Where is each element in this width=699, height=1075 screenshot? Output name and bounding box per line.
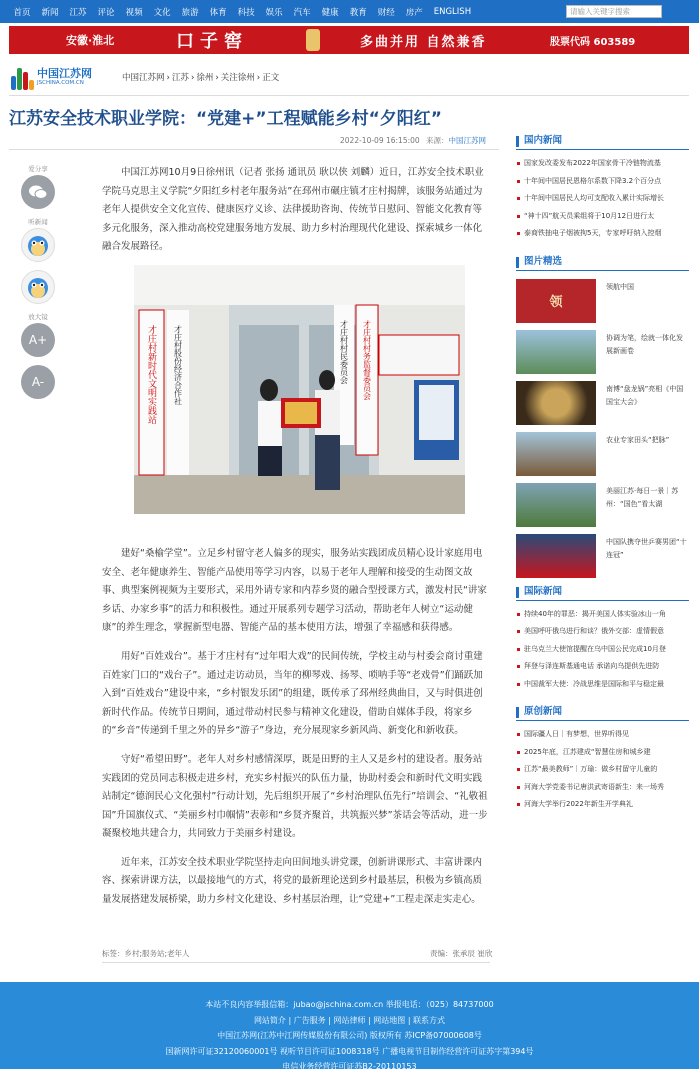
domestic-news-heading[interactable]: 国内新闻	[516, 134, 689, 150]
zoom-label: 放大镜	[28, 313, 48, 321]
photo-thumbnail: 领	[516, 279, 596, 323]
original-news-heading[interactable]: 原创新闻	[516, 705, 689, 721]
photo-pick-item[interactable]	[516, 483, 689, 527]
photo-thumbnail	[516, 381, 596, 425]
nav-item-jiangsu[interactable]: 江苏	[69, 7, 87, 18]
article-tags: 标签：乡村;服务站;老年人	[102, 949, 190, 958]
photo-picks-list	[516, 279, 689, 578]
news-link[interactable]: 国家发改委发布2022年国家骨干冷链物流基	[516, 155, 689, 173]
site-logo[interactable]	[11, 62, 105, 92]
ad-banner[interactable]	[9, 26, 689, 54]
photo-caption: 美丽江苏·每日一景｜苏州：“国色”看太湖	[606, 486, 679, 508]
photo-caption: 农业专家田头“把脉”	[606, 435, 670, 444]
photo-picks-heading[interactable]: 图片精选	[516, 255, 689, 271]
news-link[interactable]: 2025年底，江苏建成“智慧住房和城乡建	[516, 744, 689, 762]
news-link[interactable]: 十年间中国居民人均可支配收入累计实际增长	[516, 190, 689, 208]
original-news-list	[516, 726, 689, 814]
footer-report: 本站不良内容举报信箱：jubao@jschina.com.cn 举报电话：（025）84737000	[205, 1000, 494, 1009]
photo-caption: 协调为笔，绘就一体化发展新画卷	[606, 333, 683, 355]
breadcrumb-xuzhou[interactable]: 徐州	[196, 73, 214, 83]
news-link[interactable]: 驻乌克兰大使馆提醒在乌中国公民完成10月登	[516, 641, 689, 659]
breadcrumb: 中国江苏网 › 江苏 › 徐州 › 关注徐州 › 正文	[122, 73, 280, 83]
nav-item-auto[interactable]: 汽车	[293, 7, 311, 18]
listen-label: 听新闻	[28, 218, 48, 226]
article-paragraph: 中国江苏网10月9日徐州讯（记者 张扬 通讯员 耿以侠 刘麟）近日，江苏安全技术职业学院马克思主义学院“夕阳红乡村老年服务站”在邳州市碾庄镇才庄村揭牌，该服务站通过为老年人提供安全文化宣传、健康医疗义诊、法律援助咨询、传统节日慰问、智能文化教育等多元化服务，深入推动高校党建服务地方发展、助力乡村治理现代化建设、探索城乡一体化融合发展路径。	[102, 167, 484, 253]
photo-thumbnail	[516, 330, 596, 374]
divider	[9, 149, 499, 150]
nav-item-home[interactable]: 首页	[13, 7, 31, 18]
banner-brand: 口子窖	[176, 31, 248, 52]
search-input[interactable]: 请输入关键字搜索	[566, 5, 662, 18]
banner-region: 安徽·淮北	[66, 34, 115, 47]
photo-caption: 中国队携夺世乒赛男团“十连冠”	[606, 537, 687, 559]
domestic-news-list	[516, 155, 689, 243]
svg-text:才庄村村务监督委员会: 才庄村村务监督委员会	[362, 320, 372, 400]
photo-caption: 领航中国	[606, 282, 634, 291]
listen-mascot-icon[interactable]	[21, 270, 55, 304]
news-link[interactable]: 美国呼吁俄乌进行和谈？俄外交部：虚情假意	[516, 623, 689, 641]
nav-item-video[interactable]: 视频	[125, 7, 143, 18]
news-link[interactable]: 河海大学党委书记唐洪武寄语新生：来一场秀	[516, 779, 689, 797]
nav-item-english[interactable]: ENGLISH	[433, 6, 472, 17]
breadcrumb-current: 正文	[262, 73, 280, 83]
footer-licenses: 国新网许可证32120060001号 视听节目许可证1008318号 广播电视节目制作经营许可证苏字第394号	[165, 1046, 534, 1056]
logo-subtext: JSCHINA.COM.CN	[37, 80, 84, 86]
side-tools	[18, 162, 58, 407]
footer-copyright: 中国江苏网(江苏中江网传媒股份有限公司) 版权所有 苏ICP备07000608号	[217, 1031, 482, 1040]
article-paragraph: 守好“希望田野”。老年人对乡村感情深厚，既是田野的主人又是乡村的建设者。服务站实践团的党员同志积极走进乡村，充实乡村振兴的队伍力量，协助村委会和新时代文明实践站制定“德润民心文化强村”行动计划，先后组织开展了“乡村治理队伍先行”培训会、“礼敬祖国”升国旗仪式、“美丽乡村巾帼情”表彰和“乡贤齐聚首，共筑振兴梦”茶话会等活动，进一步凝聚校地共建合力，共同致力于美丽乡村建设。	[102, 753, 488, 840]
nav-item-health[interactable]: 健康	[321, 7, 339, 18]
photo-thumbnail	[516, 432, 596, 476]
nav-item-edu[interactable]: 教育	[349, 7, 367, 18]
news-link[interactable]: 拜登与泽连斯基通电话 承诺向乌提供先进防	[516, 658, 689, 676]
right-column	[516, 134, 689, 814]
article-source[interactable]: 中国江苏网	[448, 136, 487, 145]
article-meta	[340, 135, 486, 146]
breadcrumb-home[interactable]: 中国江苏网	[122, 73, 165, 83]
photo-pick-item[interactable]	[516, 381, 689, 425]
nav-item-house[interactable]: 房产	[405, 7, 423, 18]
news-link[interactable]: “神十四”航天员乘组将于10月12日进行太	[516, 208, 689, 226]
svg-text:才庄村新时代文明实践站: 才庄村新时代文明实践站	[146, 325, 156, 424]
photo-caption: 南博“盘龙锅”亮相《中国国宝大会》	[606, 384, 684, 406]
photo-pick-item[interactable]	[516, 279, 689, 323]
logo-text: 中国江苏网	[37, 67, 92, 80]
nav-item-culture[interactable]: 文化	[153, 7, 171, 18]
nav-item-news[interactable]: 新闻	[41, 7, 59, 18]
breadcrumb-jiangsu[interactable]: 江苏	[171, 73, 189, 83]
nav-item-ent[interactable]: 娱乐	[265, 7, 283, 18]
zoom-out-button[interactable]: A-	[21, 365, 55, 399]
photo-thumbnail	[516, 483, 596, 527]
nav-item-tech[interactable]: 科技	[237, 7, 255, 18]
photo-pick-item[interactable]	[516, 534, 689, 578]
logo-icon	[11, 64, 33, 90]
divider	[102, 962, 490, 963]
svg-text:才庄村股份经济合作社: 才庄村股份经济合作社	[173, 325, 183, 405]
article-paragraph: 用好“百姓戏台”。基于才庄村有“过年唱大戏”的民间传统，学校主动与村委会商讨重建百姓家门口的“戏台子”。通过走访动员，当年的柳琴戏、扬琴、唢呐手等“老戏骨”们踊跃加入到“百姓戏台”建设中来，“乡村银发乐团”的组建，既传承了邳州经典曲目，又与时俱进创新时代作品。传统节日期间，通过带动村民参与精神文化建设，借助自媒体手段，将家乡的“乡音”传递到千里之外的异乡“游子”身边，充分展现家乡新风尚、新变化和新收获。	[102, 650, 483, 737]
article-paragraph: 建好“桑榆学堂”。立足乡村留守老人偏多的现实，服务站实践团成员精心设计家庭用电安全、老年健康养生、智能产品使用等学习内容，以易于老年人理解和接受的生动图文故事、典型案例视频为主要形式，采用外请专家和内荐乡贤的融合型授课方式，激发村民“讲家乡话、办家乡事”的活力和积极性。通过开展系列专题学习活动，帮助老年人树立“运动健康”的养生理念，掌握新型电器、智能产品的基本使用方法，增强了幸福感和获得感。	[102, 547, 487, 634]
nav-item-travel[interactable]: 旅游	[181, 7, 199, 18]
news-link[interactable]: 中国裁军大使：冷战思维是国际和平与稳定最	[516, 676, 689, 694]
source-label: 来源：	[426, 136, 449, 145]
nav-item-sports[interactable]: 体育	[209, 7, 227, 18]
bottle-icon	[306, 29, 320, 51]
divider	[9, 95, 689, 96]
share-label: 爱分享	[28, 165, 48, 173]
news-link[interactable]: 泰商铁抽电子烟被拘5天，专家呼吁纳入控烟	[516, 225, 689, 243]
svg-text:才庄村村民委员会: 才庄村村民委员会	[339, 320, 349, 384]
footer-telecom: 电信业务经营许可证苏B2-20110153	[282, 1062, 417, 1071]
news-link[interactable]: 河海大学举行2022年新生开学典礼	[516, 796, 689, 814]
zoom-in-button[interactable]: A+	[21, 323, 55, 357]
intl-news-list	[516, 606, 689, 694]
news-link[interactable]: 江苏“最美教师”｜万瑜：做乡村留守儿童的	[516, 761, 689, 779]
article-date: 2022-10-09 16:15:00	[340, 136, 420, 145]
listen-mascot-icon[interactable]	[21, 228, 55, 262]
footer-links[interactable]: 网站简介 | 广告服务 | 网站律师 | 网站地图 | 联系方式	[253, 1015, 446, 1025]
photo-pick-item[interactable]	[516, 330, 689, 374]
site-footer	[0, 982, 699, 1069]
photo-thumbnail	[516, 534, 596, 578]
banner-stock: 股票代码 603589	[550, 36, 636, 48]
wechat-share-icon[interactable]	[21, 175, 55, 209]
article-photo	[134, 265, 465, 514]
banner-slogan: 多曲并用 自然兼香	[360, 34, 487, 50]
article-title: 江苏安全技术职业学院：“党建+”工程赋能乡村“夕阳红”	[9, 109, 442, 129]
article-paragraph: 近年来，江苏安全技术职业学院坚持走向田间地头讲党课，创新讲课形式、丰富讲课内容、探索讲课方法，以最接地气的方式，将党的最新理论送到乡村最基层，积极为乡镇高质量发展搭建发展桥梁，助力乡村文化建设、乡村基层治理，让“党建+”工程走深走实走心。	[102, 856, 483, 906]
nav-item-finance[interactable]: 财经	[377, 7, 395, 18]
intl-news-heading[interactable]: 国际新闻	[516, 585, 689, 601]
breadcrumb-focus[interactable]: 关注徐州	[220, 73, 255, 83]
photo-pick-item[interactable]	[516, 432, 689, 476]
news-link[interactable]: 持续40年的罪恶：揭开美国人体实验冰山一角	[516, 606, 689, 624]
news-link[interactable]: 十年间中国居民恩格尔系数下降3.2个百分点	[516, 173, 689, 191]
nav-item-opinion[interactable]: 评论	[97, 7, 115, 18]
news-link[interactable]: 国际疆人日｜有梦想，世界听得见	[516, 726, 689, 744]
article-editor: 责编：张承辰 崔欣	[430, 949, 493, 958]
top-nav	[0, 0, 699, 23]
